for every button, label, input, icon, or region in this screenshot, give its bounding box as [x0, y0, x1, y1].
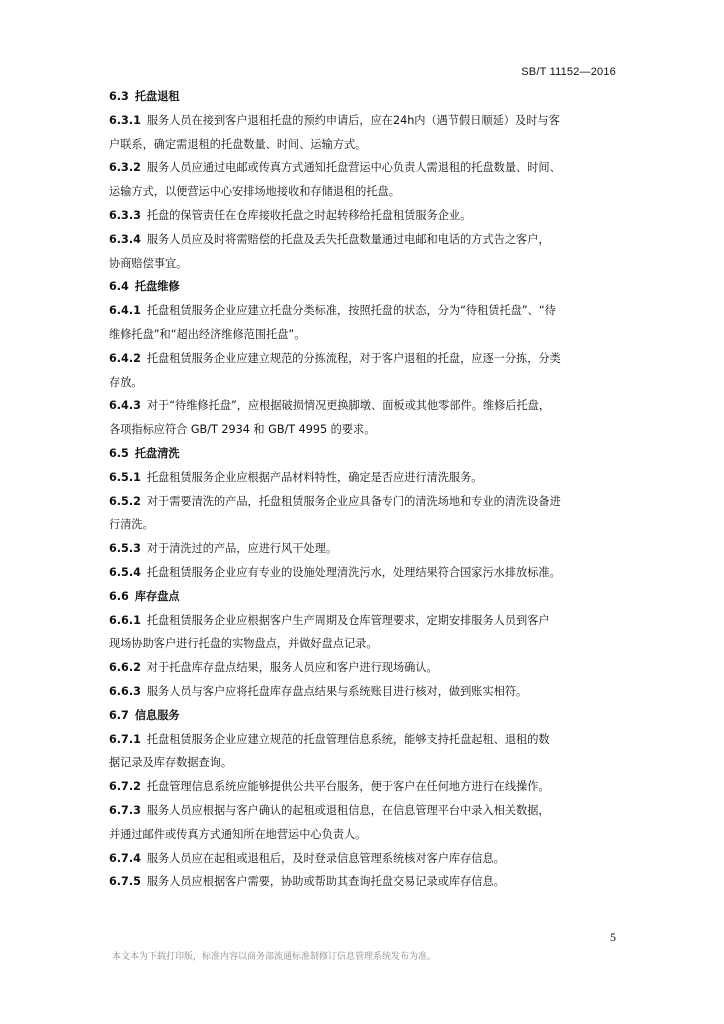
- clause-number: 6.7.2: [109, 780, 141, 794]
- clause-line: [109, 656, 615, 680]
- clause-number: 6.5.1: [109, 470, 141, 484]
- clause-text: 对于清洗过的产品，应进行风干处理。: [146, 542, 338, 556]
- clause-line: [109, 680, 615, 704]
- clause-text: 托盘管理信息系统应能够提供公共平台服务，便于客户在任何地方进行在线操作。: [146, 780, 550, 794]
- section-heading: [109, 585, 615, 609]
- clause-text: 托盘租赁服务企业应建立规范的分拣流程，对于客户退租的托盘，应逐一分拣，分类: [146, 351, 561, 365]
- clause-line: [109, 228, 615, 252]
- clause-text: 并通过邮件或传真方式通知所在地营运中心负责人。: [109, 827, 367, 841]
- clause-line: [109, 299, 615, 323]
- clause-line: [109, 609, 615, 633]
- clause-text: 对于“待维修托盘”，应根据破损情况更换脚墩、面板或其他零部件。维修后托盘，: [146, 399, 551, 413]
- clause-continuation: [109, 823, 615, 847]
- clause-continuation: [109, 133, 615, 157]
- clause-text: 托盘租赁服务企业应建立规范的托盘管理信息系统，能够支持托盘起租、退租的数: [146, 732, 550, 746]
- clause-text: 托盘维修: [134, 280, 180, 294]
- clause-text: 现场协助客户进行托盘的实物盘点，并做好盘点记录。: [109, 637, 378, 651]
- clause-line: [109, 156, 615, 180]
- clause-continuation: [109, 632, 615, 656]
- clause-line: [109, 870, 615, 894]
- clause-text: 托盘清洗: [134, 446, 180, 460]
- clause-text: 据记录及库存数据查询。: [109, 756, 233, 770]
- clause-number: 6.7.3: [109, 803, 141, 817]
- page-number: 5: [610, 930, 616, 944]
- section-heading: [109, 275, 615, 299]
- clause-continuation: [109, 323, 615, 347]
- download-notice: 本文本为下载打印版，标准内容以商务部流通标准制修订信息管理系统发布为准。: [112, 952, 437, 962]
- section-heading: [109, 442, 615, 466]
- clause-line: [109, 347, 615, 371]
- clause-text: 服务人员应及时将需赔偿的托盘及丢失托盘数量通过电邮和电话的方式告之客户，: [146, 232, 550, 246]
- clause-line: [109, 394, 615, 418]
- clause-line: [109, 204, 615, 228]
- clause-number: 6.4.3: [109, 399, 141, 413]
- clause-text: 服务人员应根据与客户确认的起租或退租信息，在信息管理平台中录入相关数据，: [146, 803, 550, 817]
- clause-continuation: [109, 418, 615, 442]
- clause-number: 6.6.3: [109, 684, 141, 698]
- clause-number: 6.3.4: [109, 232, 141, 246]
- clause-text: 托盘退租: [134, 90, 180, 103]
- section-heading: [109, 704, 615, 728]
- clause-text: 托盘租赁服务企业应建立托盘分类标准，按照托盘的状态，分为“待租赁托盘”、“待: [146, 304, 556, 318]
- clause-line: [109, 561, 615, 585]
- clause-number: 6.7.5: [109, 875, 141, 889]
- clause-text: 服务人员应通过电邮或传真方式通知托盘营运中心负责人需退租的托盘数量、时间、: [146, 161, 561, 175]
- clause-text: 行清洗。: [109, 518, 154, 532]
- clause-text: 存放。: [109, 375, 143, 389]
- clause-text: 对于托盘库存盘点结果，服务人员应和客户进行现场确认。: [146, 661, 438, 675]
- clause-text: 维修托盘”和“超出经济维修范围托盘”。: [109, 327, 306, 341]
- clause-text: 各项指标应符合 GB/T 2934 和 GB/T 4995 的要求。: [109, 423, 376, 437]
- clause-number: 6.3.2: [109, 161, 141, 175]
- clause-text: 服务人员与客户应将托盘库存盘点结果与系统账目进行核对，做到账实相符。: [146, 684, 528, 698]
- clause-number: 6.5.2: [109, 494, 141, 508]
- clause-text: 服务人员应根据客户需要，协助或帮助其查询托盘交易记录或库存信息。: [146, 875, 505, 889]
- clause-text: 托盘的保管责任在仓库接收托盘之时起转移给托盘租赁服务企业。: [146, 208, 472, 222]
- clause-number: 6.6.1: [109, 613, 141, 627]
- clause-text: 托盘租赁服务企业应有专业的设施处理清洗污水，处理结果符合国家污水排放标准。: [146, 565, 561, 579]
- clause-number: 6.6.2: [109, 661, 141, 675]
- clause-continuation: [109, 513, 615, 537]
- clause-number: 6.5.3: [109, 542, 141, 556]
- clause-line: [109, 109, 615, 133]
- clause-continuation: [109, 751, 615, 775]
- clause-number: 6.7.4: [109, 851, 141, 865]
- clause-line: [109, 847, 615, 871]
- clause-text: 运输方式，以便营运中心安排场地接收和存储退租的托盘。: [109, 185, 400, 199]
- clause-number: 6.3.1: [109, 113, 141, 127]
- clause-text: 托盘租赁服务企业应根据产品材料特性，确定是否应进行清洗服务。: [146, 470, 483, 484]
- clause-line: [109, 466, 615, 490]
- clause-line: [109, 799, 615, 823]
- document-body: [109, 85, 615, 894]
- clause-text: 户联系，确定需退租的托盘数量、时间、运输方式。: [109, 137, 367, 151]
- clause-number: 6.7: [109, 708, 129, 722]
- clause-number: 6.6: [109, 589, 129, 603]
- clause-line: [109, 537, 615, 561]
- clause-number: 6.3: [109, 90, 129, 103]
- section-heading: [109, 85, 615, 109]
- clause-text: 服务人员应在起租或退租后，及时登录信息管理系统核对客户库存信息。: [146, 851, 505, 865]
- clause-number: 6.3.3: [109, 208, 141, 222]
- clause-number: 6.5.4: [109, 565, 141, 579]
- clause-number: 6.4.2: [109, 351, 141, 365]
- clause-number: 6.4: [109, 280, 129, 294]
- clause-text: 信息服务: [134, 708, 180, 722]
- clause-continuation: [109, 252, 615, 276]
- clause-text: 库存盘点: [134, 589, 180, 603]
- clause-text: 服务人员在接到客户退租托盘的预约申请后，应在24h内（遇节假日顺延）及时与客: [146, 113, 560, 127]
- clause-number: 6.5: [109, 446, 129, 460]
- clause-line: [109, 775, 615, 799]
- clause-line: [109, 490, 615, 514]
- clause-continuation: [109, 180, 615, 204]
- clause-text: 协商赔偿事宜。: [109, 256, 188, 270]
- clause-line: [109, 728, 615, 752]
- clause-number: 6.7.1: [109, 732, 141, 746]
- standard-code: SB/T 11152—2016: [521, 66, 616, 78]
- clause-text: 托盘租赁服务企业应根据客户生产周期及仓库管理要求，定期安排服务人员到客户: [146, 613, 550, 627]
- clause-continuation: [109, 371, 615, 395]
- clause-text: 对于需要清洗的产品，托盘租赁服务企业应具备专门的清洗场地和专业的清洗设备进: [146, 494, 561, 508]
- clause-number: 6.4.1: [109, 304, 141, 318]
